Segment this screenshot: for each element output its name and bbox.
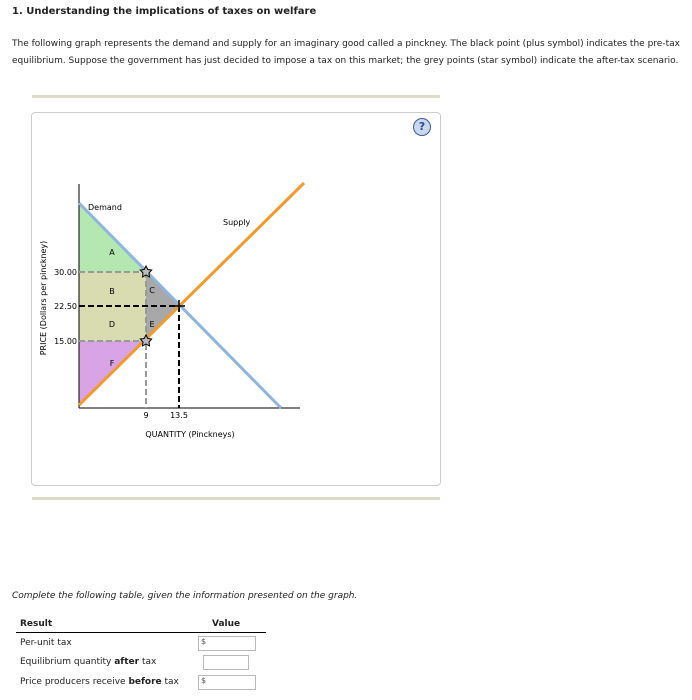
row-label-text: tax	[161, 677, 179, 687]
bottom-divider	[32, 497, 440, 500]
row-label-text: Equilibrium quantity	[20, 657, 115, 667]
question-title: 1. Understanding the implications of taxes on welfare	[12, 6, 317, 17]
row-label-per-unit-tax: Per-unit tax	[20, 638, 72, 648]
row-label-text: tax	[139, 657, 157, 667]
help-icon[interactable]: ?	[413, 118, 431, 136]
producer-price-before-tax-field[interactable]	[198, 675, 256, 690]
area-label-d: D	[108, 320, 116, 329]
area-label-e: E	[149, 320, 155, 329]
per-unit-tax-field[interactable]	[198, 636, 256, 651]
x-tick-9: 9	[143, 411, 149, 420]
quantity-after-tax-input[interactable]	[206, 656, 246, 667]
currency-symbol: $	[201, 676, 207, 685]
producer-price-before-tax-input[interactable]	[207, 676, 251, 687]
table-header-rule	[16, 632, 266, 633]
area-label-b: B	[109, 287, 115, 296]
row-label-quantity-after-tax	[20, 657, 156, 667]
x-tick-13-5: 13.5	[170, 411, 188, 420]
demand-label: Demand	[88, 203, 122, 212]
area-label-a: A	[109, 248, 115, 257]
row-label-emphasis: before	[128, 677, 162, 687]
table-instructions: Complete the following table, given the information presented on the graph.	[12, 591, 358, 601]
table-header-result: Result	[20, 619, 53, 629]
x-axis-label: QUANTITY (Pinckneys)	[145, 430, 235, 439]
quantity-after-tax-field[interactable]	[203, 655, 249, 670]
row-label-text: Price producers receive	[20, 677, 129, 687]
supply-label: Supply	[223, 218, 251, 227]
currency-symbol: $	[201, 637, 207, 646]
y-tick-30: 30.00	[54, 268, 77, 277]
area-label-c: C	[149, 286, 155, 295]
y-axis-label: PRICE (Dollars per pinckney)	[39, 240, 48, 356]
table-header-value: Value	[212, 619, 241, 629]
per-unit-tax-input[interactable]	[207, 637, 251, 648]
question-intro: The following graph represents the demand and supply for an imaginary good called a pinckney. The black point (plus symbol) indicates the pre-tax equilibrium. Suppose the government has just decided to impose a tax on this market; the grey points (star symbol) indicate the after-tax scenario.	[12, 39, 680, 66]
y-tick-22-50: 22.50	[54, 302, 77, 311]
y-tick-15: 15.00	[54, 337, 77, 346]
row-label-emphasis: after	[114, 657, 140, 667]
row-label-producer-price-before-tax	[20, 677, 179, 687]
area-label-f: F	[109, 359, 115, 368]
